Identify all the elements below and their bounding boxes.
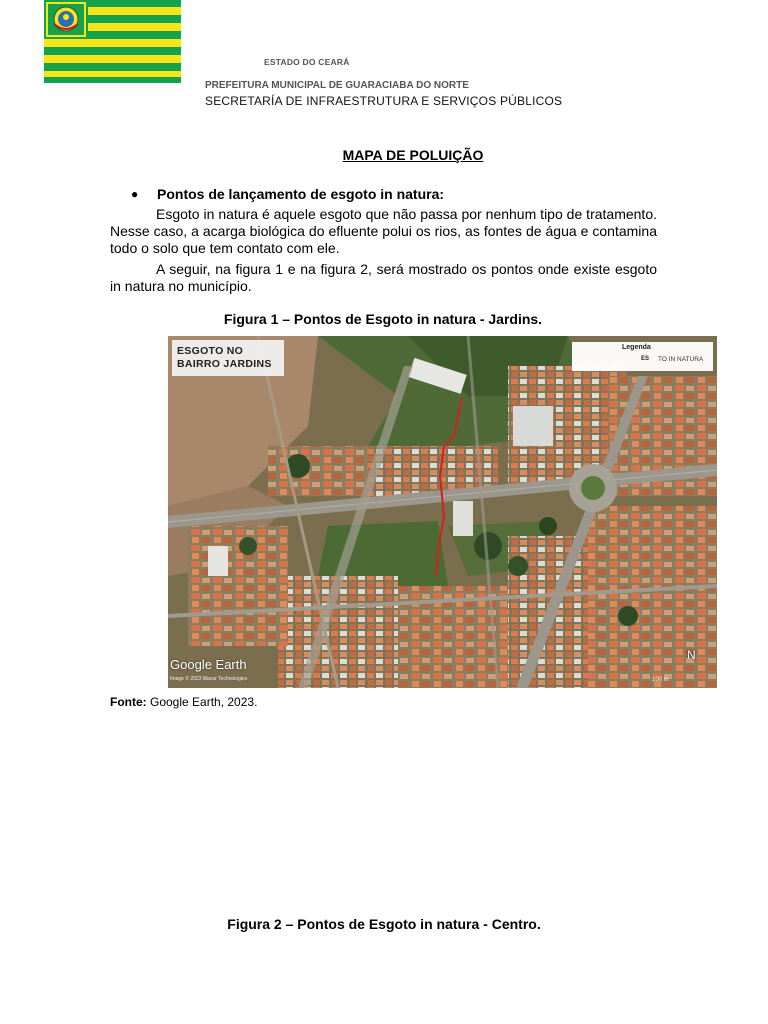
bullet-heading: Pontos de lançamento de esgoto in natura:	[157, 186, 445, 202]
source-label: Fonte:	[110, 695, 147, 709]
legend-symbol: ES	[641, 356, 650, 362]
document-title: MAPA DE POLUIÇÃO	[342, 147, 484, 163]
satellite-map-jardins	[168, 336, 717, 688]
satellite-image	[168, 336, 717, 688]
map-legend	[572, 342, 713, 371]
imagery-credit: Image © 2023 Maxar Technologies	[170, 676, 248, 682]
source-text: Google Earth, 2023.	[146, 695, 258, 709]
header-state: ESTADO DO CEARÁ	[264, 57, 350, 67]
north-arrow-icon	[687, 648, 696, 662]
map-label-line-2: BAIRRO JARDINS	[177, 358, 272, 370]
google-earth-logo: Google Earth	[170, 657, 247, 672]
map-scale: 100 m	[652, 677, 669, 683]
map-label-box	[172, 340, 284, 376]
header-secretariat: SECRETARÍA DE INFRAESTRUTURA E SERVIÇOS PÚBLICOS	[205, 94, 563, 108]
paragraph-1-text: Esgoto in natura é aquele esgoto que não passa por nenhum tipo de tratamento. Nesse caso, a acarga biológica do efluente polui os rios, as fontes de água e contamina todo o solo que tem contato com ele.	[110, 206, 657, 256]
map-label-line-1: ESGOTO NO	[177, 345, 244, 357]
legend-item-label: TO IN NATURA	[658, 356, 704, 363]
paragraph-1	[110, 206, 657, 257]
figure-1-caption: Figura 1 – Pontos de Esgoto in natura - Jardins.	[223, 311, 543, 327]
bullet-dot-icon: ●	[131, 187, 139, 201]
flag-graphic	[44, 0, 181, 83]
figure-2-caption: Figura 2 – Pontos de Esgoto in natura - Centro.	[227, 916, 541, 932]
header-prefecture: PREFEITURA MUNICIPAL DE GUARACIABA DO NORTE	[205, 80, 469, 91]
paragraph-2-text: A seguir, na figura 1 e na figura 2, será mostrado os pontos onde existe esgoto in natura no município.	[110, 261, 657, 294]
north-label: N	[687, 648, 696, 662]
legend-title: Legenda	[622, 344, 651, 351]
paragraph-2	[110, 261, 657, 295]
figure-source	[110, 695, 257, 709]
state-flag	[44, 0, 181, 83]
